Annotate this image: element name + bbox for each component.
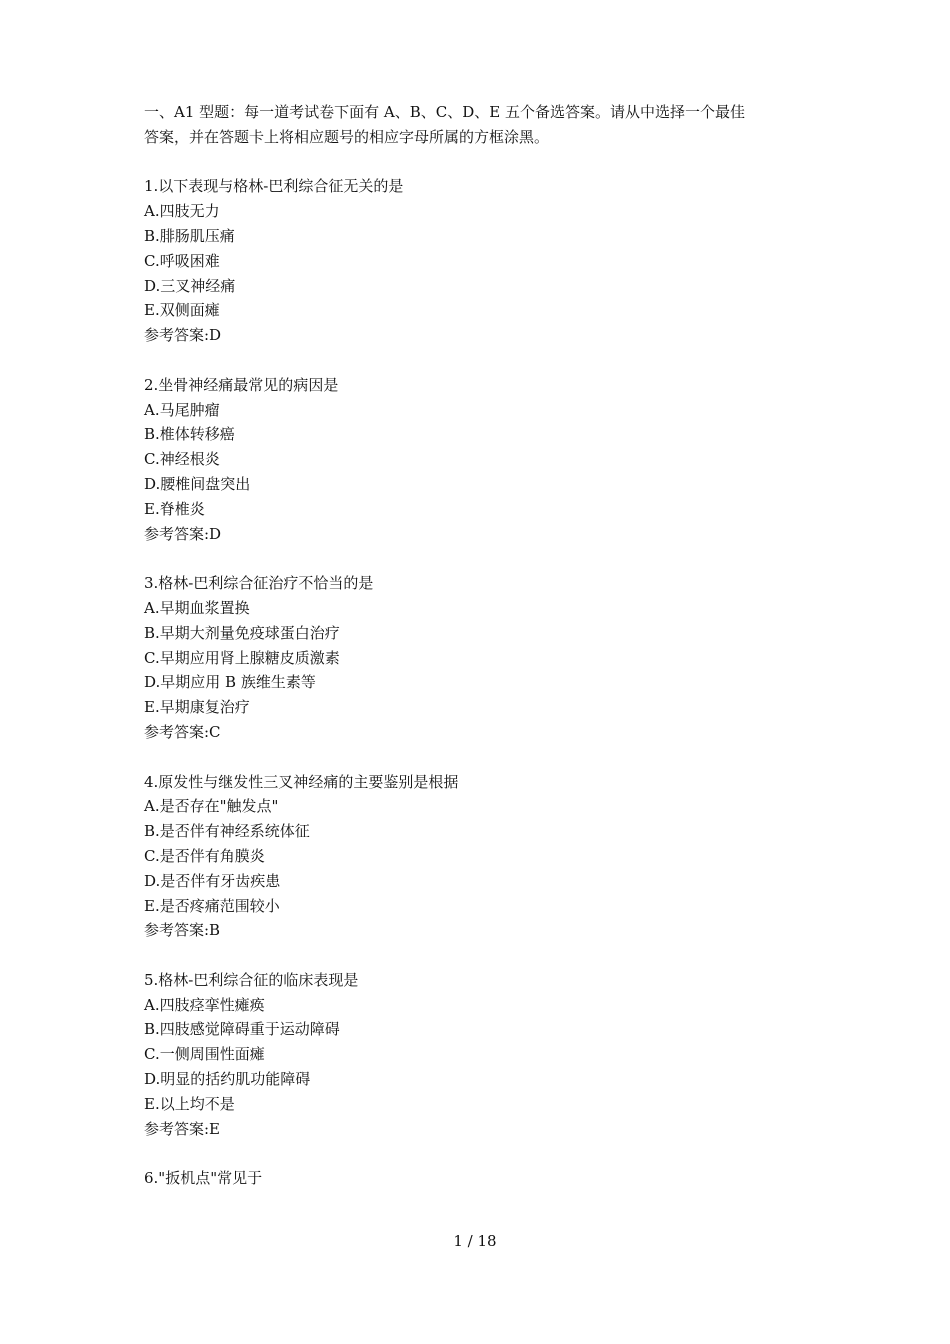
option-a: A.早期血浆置换	[144, 598, 250, 617]
question-stem: 1.以下表现与格林-巴利综合征无关的是	[144, 177, 404, 196]
question-6	[144, 1166, 824, 1191]
option-e: E.是否疼痛范围较小	[144, 896, 280, 915]
reference-answer: 参考答案:B	[144, 921, 221, 940]
section-instructions	[144, 100, 824, 150]
question-2	[144, 373, 824, 547]
instructions-line-1: 一、A1 型题：每一道考试卷下面有 A、B、C、D、E 五个备选答案。请从中选择一个最佳	[144, 103, 745, 121]
question-5	[144, 968, 824, 1142]
option-d: D.早期应用 B 族维生素等	[144, 673, 316, 692]
page-number: 1 / 18	[453, 1232, 497, 1250]
instructions-line-2: 答案，并在答题卡上将相应题号的相应字母所属的方框涂黑。	[144, 127, 550, 146]
option-a: A.四肢痉挛性瘫痪	[144, 995, 265, 1014]
question-3	[144, 571, 824, 745]
document-content	[144, 100, 824, 1191]
question-4	[144, 770, 824, 944]
question-stem: 4.原发性与继发性三叉神经痛的主要鉴别是根据	[144, 772, 459, 791]
option-b: B.四肢感觉障碍重于运动障碍	[144, 1020, 340, 1039]
option-b: B.椎体转移癌	[144, 425, 235, 444]
option-e: E.脊椎炎	[144, 499, 205, 518]
question-stem: 5.格林-巴利综合征的临床表现是	[144, 970, 359, 989]
option-d: D.是否伴有牙齿疾患	[144, 871, 281, 890]
page-footer	[0, 1230, 950, 1252]
option-a: A.马尾肿瘤	[144, 400, 220, 419]
reference-answer: 参考答案:D	[144, 326, 222, 345]
option-d: D.腰椎间盘突出	[144, 474, 251, 493]
question-stem: 3.格林-巴利综合征治疗不恰当的是	[144, 574, 374, 593]
option-e: E.早期康复治疗	[144, 698, 250, 717]
option-e: E.以上均不是	[144, 1094, 235, 1113]
option-b: B.早期大剂量免疫球蛋白治疗	[144, 623, 340, 642]
option-e: E.双侧面瘫	[144, 301, 220, 320]
question-1	[144, 174, 824, 348]
question-stem: 6."扳机点"常见于	[144, 1169, 263, 1188]
option-a: A.四肢无力	[144, 202, 220, 221]
option-d: D.三叉神经痛	[144, 276, 236, 295]
question-stem: 2.坐骨神经痛最常见的病因是	[144, 375, 339, 394]
reference-answer: 参考答案:C	[144, 722, 221, 741]
reference-answer: 参考答案:E	[144, 1119, 221, 1138]
option-a: A.是否存在"触发点"	[144, 797, 279, 816]
reference-answer: 参考答案:D	[144, 524, 222, 543]
option-b: B.是否伴有神经系统体征	[144, 822, 310, 841]
option-c: C.早期应用肾上腺糖皮质激素	[144, 648, 340, 667]
option-b: B.腓肠肌压痛	[144, 226, 235, 245]
option-d: D.明显的括约肌功能障碍	[144, 1070, 311, 1089]
option-c: C.一侧周围性面瘫	[144, 1045, 265, 1064]
option-c: C.是否伴有角膜炎	[144, 846, 265, 865]
option-c: C.呼吸困难	[144, 251, 220, 270]
option-c: C.神经根炎	[144, 450, 220, 469]
